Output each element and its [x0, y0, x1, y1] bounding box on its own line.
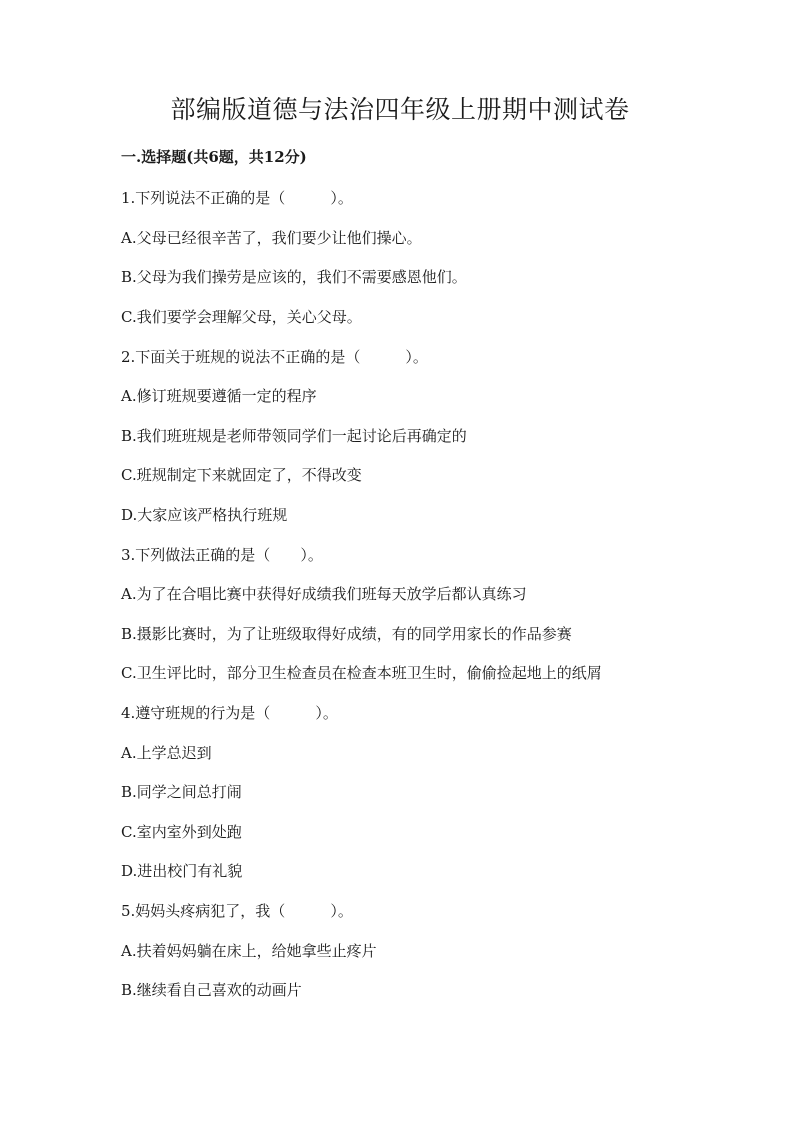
question-1: 1.下列说法不正确的是（ ）。 — [121, 189, 353, 207]
option-5a: A.扶着妈妈躺在床上，给她拿些止疼片 — [121, 942, 377, 960]
option-3c: C.卫生评比时，部分卫生检查员在检查本班卫生时，偷偷捡起地上的纸屑 — [121, 664, 602, 682]
option-3a: A.为了在合唱比赛中获得好成绩我们班每天放学后都认真练习 — [121, 585, 527, 603]
option-2b: B.我们班班规是老师带领同学们一起讨论后再确定的 — [121, 427, 467, 445]
question-2: 2.下面关于班规的说法不正确的是（ ）。 — [121, 348, 428, 366]
option-4d: D.进出校门有礼貌 — [121, 862, 243, 880]
question-4: 4.遵守班规的行为是（ ）。 — [121, 704, 338, 722]
option-4c: C.室内室外到处跑 — [121, 823, 242, 841]
option-2d: D.大家应该严格执行班规 — [121, 506, 288, 524]
option-4b: B.同学之间总打闹 — [121, 783, 242, 801]
option-2c: C.班规制定下来就固定了，不得改变 — [121, 466, 362, 484]
option-3b: B.摄影比赛时，为了让班级取得好成绩，有的同学用家长的作品参赛 — [121, 625, 572, 643]
option-4a: A.上学总迟到 — [121, 744, 212, 762]
question-3: 3.下列做法正确的是（ ）。 — [121, 546, 323, 564]
option-1b: B.父母为我们操劳是应该的，我们不需要感恩他们。 — [121, 268, 467, 286]
section-heading: 一.选择题(共6题，共12分) — [121, 148, 307, 166]
option-2a: A.修订班规要遵循一定的程序 — [121, 387, 317, 405]
option-1a: A.父母已经很辛苦了，我们要少让他们操心。 — [121, 229, 422, 247]
option-1c: C.我们要学会理解父母，关心父母。 — [121, 308, 362, 326]
page-title: 部编版道德与法治四年级上册期中测试卷 — [170, 95, 630, 124]
option-5b: B.继续看自己喜欢的动画片 — [121, 981, 302, 999]
question-5: 5.妈妈头疼病犯了，我（ ）。 — [121, 902, 353, 920]
